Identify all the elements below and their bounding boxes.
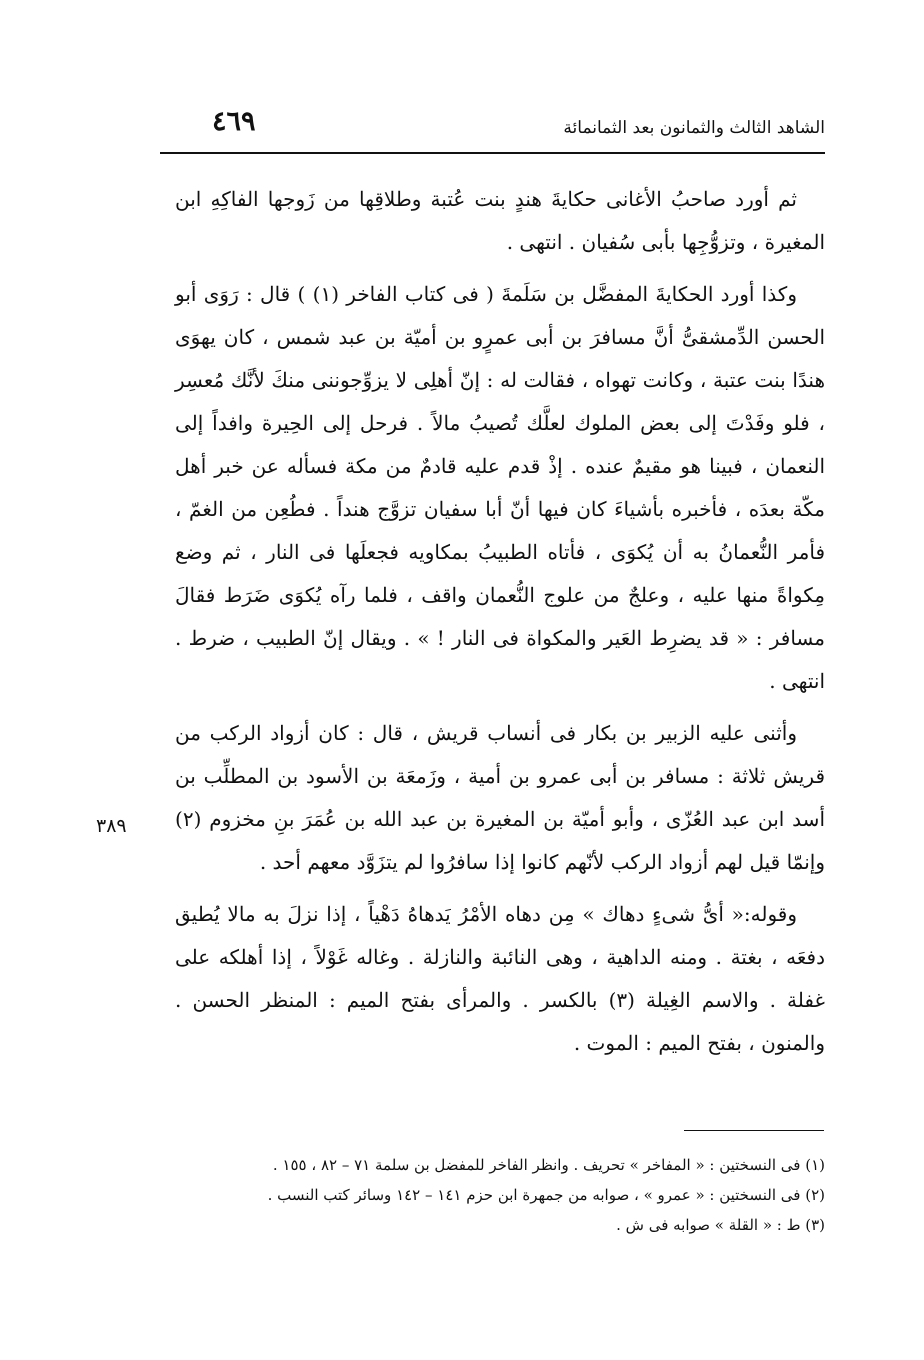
footnotes <box>175 1150 825 1240</box>
footnote-3: (٣) ط : « القلة » صوابه فى ش . <box>616 1216 825 1234</box>
paragraph-2: وكذا أورد الحكايةَ المفضَّل بن سَلَمةَ ( فى كتاب الفاخر (١) ) قال : رَوَى أبو الحسن الدِّمشقىُّ أنَّ مسافرَ بن أبى عمرٍو بن أميّة بن عبد شمس ، كان يهوَى هندًا بنت عتبة ، وكانت تهواه ، فقالت له : إنّ أهلِى لا يزوِّجوننى منكَ لأنَّك مُعسِر ، فلو وفَدْتَ إلى بعض الملوك لعلَّك تُصيبُ مالاً . فرحل إلى الحِيرة وافداً إلى النعمان ، فبينا هو مقيمٌ عنده . إذْ قدم عليه قادمٌ من مكة فسأله عن خبر أهل مكّة بعدَه ، فأخبره بأشياءَ كان فيها أنّ أبا سفيان تزوَّج هنداً . فطُعِن من الغمّ ، فأمر النُّعمانُ به أن يُكوَى ، فأتاه الطبيبُ بمكاويه فجعلَها فى النار ، ثم وضع مِكواةً منها عليه ، وعلجٌ من علوج النُّعمان واقف ، فلما رآه يُكوَى ضَرَط فقالَ مسافر : « قد يضرِط العَير والمكواة فى النار ! » . ويقال إنّ الطبيب ، ضرط . انتهى . <box>175 282 825 693</box>
paragraph-1: ثم أورد صاحبُ الأغانى حكايةَ هندٍ بنت عُتبة وطلاقِها من زَوجها الفاكِهِ ابن المغيرة ، وتزوُّجِها بأبى سُفيان . انتهى . <box>175 187 825 254</box>
footnote-1: (١) فى النسختين : « المفاخر » تحريف . وانظر الفاخر للمفضل بن سلمة ٧١ – ٨٢ ، ١٥٥ . <box>272 1156 825 1174</box>
main-text <box>175 178 825 1074</box>
page-header <box>160 106 825 146</box>
paragraph-4: وقوله:« أىُّ شىءٍ دهاك » مِن دهاه الأمْرُ يَدهاهُ دَهْياً ، إذا نزلَ به مالا يُطيق دفعَه ، بغتة . ومنه الداهية ، وهى النائبة والنازلة . وغاله غَوْلاً ، إذا أهلكه على غفلة . والاسم الغِيلة (٣) بالكسر . والمرأى بفتح الميم : المنظر الحسن . والمنون ، بفتح الميم : الموت . <box>175 902 825 1055</box>
header-rule <box>160 152 825 154</box>
margin-page-reference: ٣٨٩ <box>96 815 127 837</box>
footnote-rule <box>684 1130 824 1131</box>
running-title: الشاهد الثالث والثمانون بعد الثمانمائة <box>563 118 825 138</box>
paragraph-3: وأثنى عليه الزبير بن بكار فى أنساب قريش ، قال : كان أزواد الركب من قريش ثلاثة : مسافر بن أبى عمرو بن أمية ، وزَمعَة بن الأسود بن المطلِّب بن أسد ابن عبد العُزّى ، وأبو أميّة بن المغيرة بن عبد الله بن عُمَرَ بنِ مخزوم (٢) وإنمّا قيل لهم أزواد الركب لأنّهم كانوا إذا سافرُوا لم يتزَوَّد معهم أحد . <box>175 721 825 874</box>
page-number: ٤٦٩ <box>212 106 256 137</box>
footnote-2: (٢) فى النسختين : « عمرو » ، صوابه من جمهرة ابن حزم ١٤١ – ١٤٢ وسائر كتب النسب . <box>267 1186 825 1204</box>
